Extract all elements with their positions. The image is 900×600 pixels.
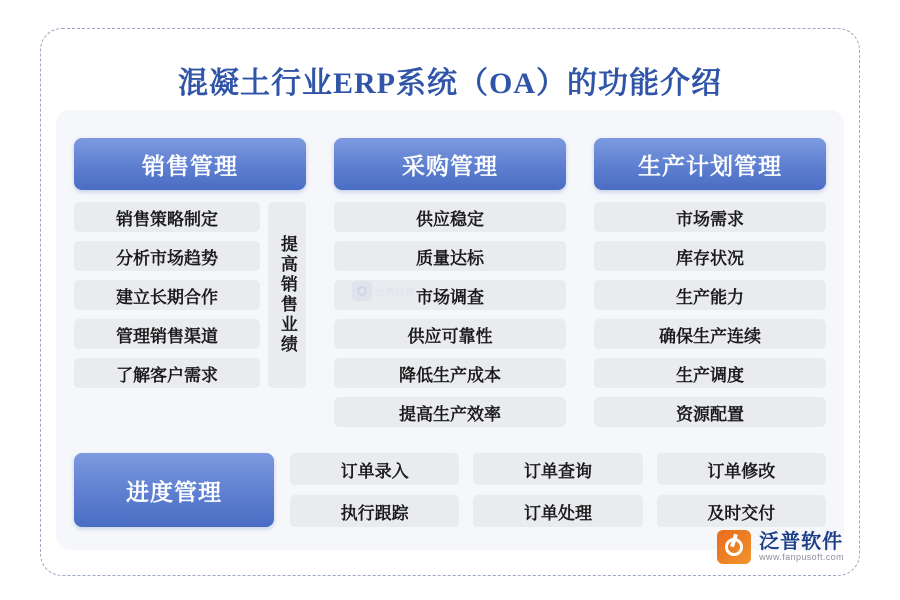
list-item[interactable]: 降低生产成本 bbox=[334, 358, 566, 388]
list-item[interactable]: 订单录入 bbox=[290, 453, 459, 485]
list-item[interactable]: 供应稳定 bbox=[334, 202, 566, 232]
fanpu-logo-icon bbox=[717, 530, 751, 564]
item-list-purchasing bbox=[334, 202, 566, 427]
side-note-label: 提高销售业绩 bbox=[277, 235, 297, 355]
list-item[interactable]: 提高生产效率 bbox=[334, 397, 566, 427]
list-item[interactable]: 分析市场趋势 bbox=[74, 241, 260, 271]
list-item[interactable]: 订单处理 bbox=[473, 495, 642, 527]
list-item[interactable]: 生产能力 bbox=[594, 280, 826, 310]
item-list-production-plan bbox=[594, 202, 826, 427]
watermark-label: 泛普软件 bbox=[375, 287, 415, 299]
column-sales bbox=[74, 138, 306, 388]
list-item[interactable]: 市场需求 bbox=[594, 202, 826, 232]
brand-url: www.fanpusoft.com bbox=[759, 551, 844, 562]
page-title: 混凝土行业ERP系统（OA）的功能介绍 bbox=[178, 67, 722, 100]
list-item[interactable]: 执行跟踪 bbox=[290, 495, 459, 527]
list-item[interactable]: 库存状况 bbox=[594, 241, 826, 271]
bottom-header-progress[interactable]: 进度管理 bbox=[74, 453, 274, 527]
list-item[interactable]: 订单修改 bbox=[657, 453, 826, 485]
column-header-sales[interactable]: 销售管理 bbox=[74, 138, 306, 190]
column-body-production-plan bbox=[594, 202, 826, 427]
list-item[interactable]: 生产调度 bbox=[594, 358, 826, 388]
list-item[interactable]: 市场调查 bbox=[334, 280, 566, 310]
column-body-sales bbox=[74, 202, 306, 388]
list-item[interactable]: 销售策略制定 bbox=[74, 202, 260, 232]
item-list-sales bbox=[74, 202, 260, 388]
column-header-purchasing[interactable]: 采购管理 bbox=[334, 138, 566, 190]
list-item[interactable]: 订单查询 bbox=[473, 453, 642, 485]
brand-name: 泛普软件 bbox=[759, 530, 844, 553]
column-body-purchasing bbox=[334, 202, 566, 427]
brand-text-block bbox=[759, 532, 844, 562]
list-item[interactable]: 及时交付 bbox=[657, 495, 826, 527]
column-production-plan bbox=[594, 138, 826, 427]
list-item[interactable]: 确保生产连续 bbox=[594, 319, 826, 349]
list-item[interactable]: 资源配置 bbox=[594, 397, 826, 427]
column-purchasing bbox=[334, 138, 566, 427]
bottom-item-grid bbox=[290, 453, 826, 527]
list-item[interactable]: 管理销售渠道 bbox=[74, 319, 260, 349]
brand-logo bbox=[717, 530, 844, 564]
list-item[interactable]: 了解客户需求 bbox=[74, 358, 260, 388]
bottom-section-progress bbox=[74, 453, 826, 527]
column-header-production-plan[interactable]: 生产计划管理 bbox=[594, 138, 826, 190]
list-item[interactable]: 建立长期合作 bbox=[74, 280, 260, 310]
list-item[interactable]: 质量达标 bbox=[334, 241, 566, 271]
list-item[interactable]: 供应可靠性 bbox=[334, 319, 566, 349]
side-note-sales bbox=[268, 202, 306, 388]
